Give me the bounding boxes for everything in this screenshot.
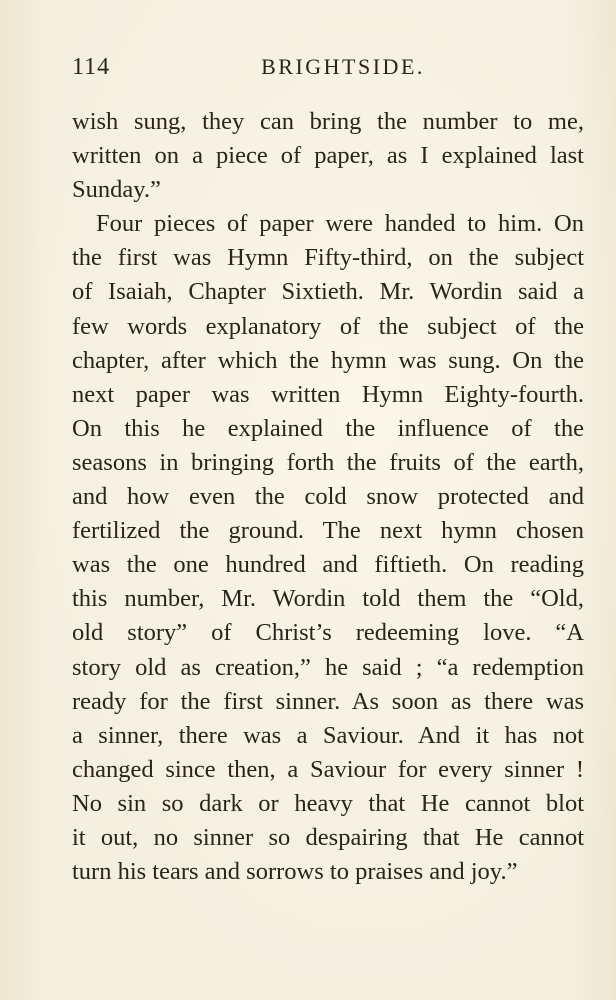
text-line: turn his tears and sorrows to praises and joy.” (72, 858, 518, 886)
text-line: fertilized the ground. The next hymn chosen (72, 517, 584, 545)
text-line: old story” of Christ’s redeeming love. “A (72, 619, 584, 647)
text-line: next paper was written Hymn Eighty-fourth. (72, 380, 584, 408)
text-line: written on a piece of paper, as I explained last (72, 142, 584, 170)
paragraph (72, 105, 584, 207)
text-line: chapter, after which the hymn was sung. On the (72, 346, 584, 374)
text-line: story old as creation,” he said ; “a redemption (72, 653, 584, 681)
text-line: changed since then, a Saviour for every sinner ! (72, 755, 584, 783)
text-line: No sin so dark or heavy that He cannot blot (72, 789, 584, 817)
paragraph (72, 207, 584, 889)
text-line: Sunday.” (72, 176, 161, 204)
body-text (72, 105, 584, 889)
text-line: was the one hundred and fiftieth. On reading (72, 551, 584, 579)
text-line: wish sung, they can bring the number to me, (72, 108, 584, 135)
text-line: a sinner, there was a Saviour. And it has not (72, 721, 584, 749)
text-line: the first was Hymn Fifty-third, on the subject (72, 244, 584, 272)
text-line: few words explanatory of the subject of the (72, 312, 584, 340)
text-line: Four pieces of paper were handed to him. On (96, 210, 584, 238)
book-title: BRIGHTSIDE. (261, 54, 425, 79)
text-line: of Isaiah, Chapter Sixtieth. Mr. Wordin said a (72, 278, 584, 306)
page-number: 114 (72, 54, 111, 80)
text-line: and how even the cold snow protected and (72, 483, 584, 511)
text-line: this number, Mr. Wordin told them the “Old, (72, 585, 584, 613)
text-line: On this he explained the influence of the (72, 414, 584, 442)
running-head (72, 54, 584, 84)
text-line: it out, no sinner so despairing that He cannot (72, 823, 584, 851)
text-line: seasons in bringing forth the fruits of the earth, (72, 448, 584, 476)
text-line: ready for the first sinner. As soon as there was (72, 687, 584, 715)
